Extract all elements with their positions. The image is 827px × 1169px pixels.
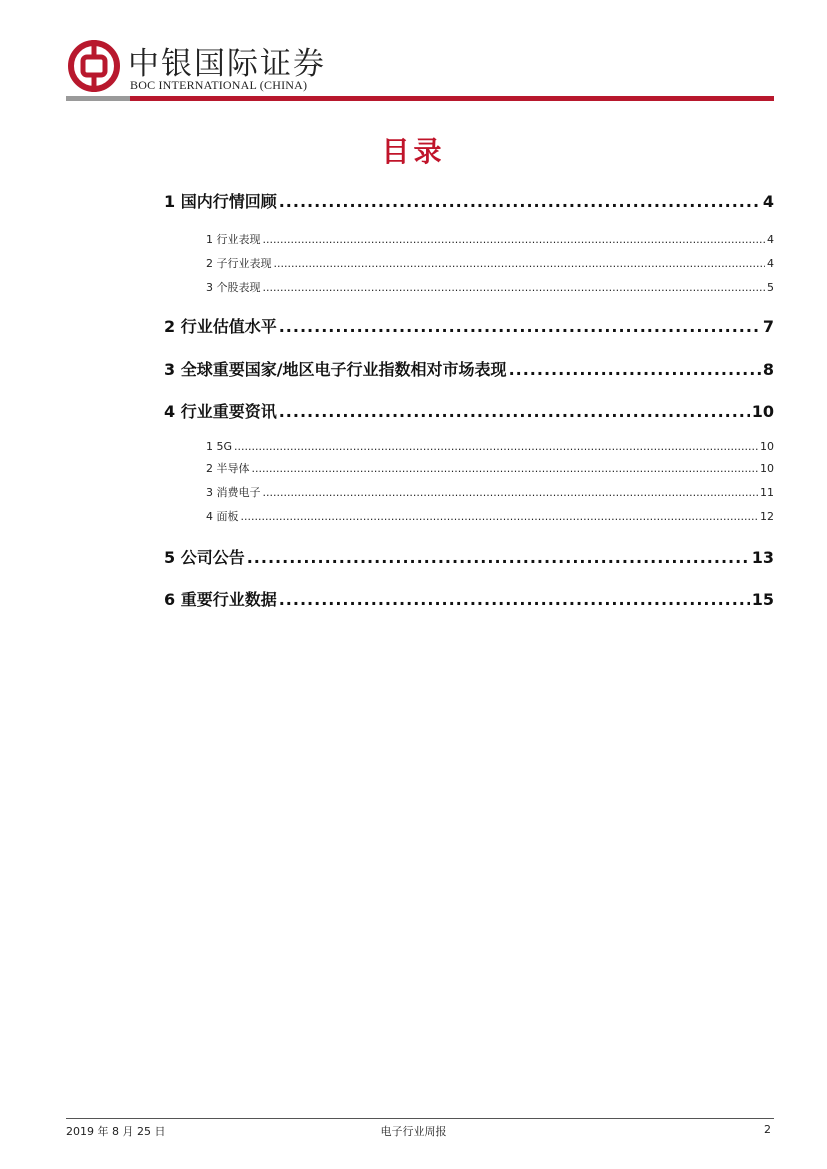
toc-leader	[263, 486, 759, 499]
toc-leader	[279, 590, 750, 609]
toc-entry-label: 2 行业估值水平	[164, 317, 277, 336]
toc-entry[interactable]	[206, 508, 774, 524]
toc-entry-page: 4	[767, 233, 774, 246]
toc-entry-page: 4	[762, 192, 774, 211]
toc-entry[interactable]	[206, 279, 774, 295]
toc-entry[interactable]	[164, 189, 774, 212]
toc-entry[interactable]	[164, 399, 774, 422]
toc-entry[interactable]	[206, 231, 774, 247]
toc-entry[interactable]	[164, 587, 774, 610]
toc-entry-label: 1 行业表现	[206, 233, 261, 246]
toc-entry-label: 6 重要行业数据	[164, 590, 277, 609]
toc-entry-label: 4 行业重要资讯	[164, 402, 277, 421]
toc-leader	[279, 317, 761, 336]
page-title: 目录	[381, 135, 446, 168]
boc-logo-icon	[68, 40, 120, 92]
toc-leader	[234, 440, 758, 453]
toc-leader	[241, 510, 759, 523]
toc-entry-page: 15	[751, 590, 774, 609]
toc-entry-page: 11	[760, 486, 774, 499]
toc-leader	[279, 402, 750, 421]
toc-entry-label: 2 子行业表现	[206, 257, 272, 270]
toc-entry-label: 3 全球重要国家/地区电子行业指数相对市场表现	[164, 360, 507, 379]
toc-entry[interactable]	[164, 314, 774, 337]
toc-leader	[509, 360, 761, 379]
footer-date: 2019 年 8 月 25 日	[66, 1125, 166, 1138]
toc-leader	[274, 257, 766, 270]
toc-entry[interactable]	[206, 440, 774, 453]
toc-entry-label: 3 消费电子	[206, 486, 261, 499]
toc-entry-page: 13	[751, 548, 774, 567]
toc-entry-label: 3 个股表现	[206, 281, 261, 294]
header-rule	[66, 96, 130, 101]
toc-leader	[279, 192, 761, 211]
toc-leader	[263, 281, 766, 294]
toc-entry-label: 1 5G	[206, 440, 233, 453]
toc-entry[interactable]	[206, 255, 774, 271]
toc-entry-page: 7	[762, 317, 774, 336]
toc-leader	[247, 548, 750, 567]
footer-page-number: 2	[764, 1123, 771, 1136]
toc-entry[interactable]	[206, 484, 774, 500]
toc-entry-label: 2 半导体	[206, 462, 250, 475]
header-rule-accent	[130, 96, 774, 101]
brand-name-en: BOC INTERNATIONAL (CHINA)	[130, 78, 308, 92]
toc-entry-label: 1 国内行情回顾	[164, 192, 277, 211]
toc-leader	[252, 462, 759, 475]
toc-entry-page: 10	[760, 462, 774, 475]
toc-entry-page: 10	[751, 402, 774, 421]
toc-entry-label: 4 面板	[206, 510, 239, 523]
footer-report-name: 电子行业周报	[380, 1125, 447, 1138]
toc-entry-page: 10	[760, 440, 774, 453]
toc-entry-page: 8	[762, 360, 774, 379]
toc-leader	[263, 233, 766, 246]
toc-entry-page: 5	[767, 281, 774, 294]
toc-entry-page: 12	[760, 510, 774, 523]
brand-name-cn: 中银国际证券	[128, 46, 326, 82]
toc-entry[interactable]	[164, 545, 774, 568]
toc-entry-page: 4	[767, 257, 774, 270]
toc-entry-label: 5 公司公告	[164, 548, 245, 567]
toc-entry[interactable]	[164, 357, 774, 380]
toc-entry[interactable]	[206, 460, 774, 476]
footer-rule	[66, 1118, 774, 1119]
